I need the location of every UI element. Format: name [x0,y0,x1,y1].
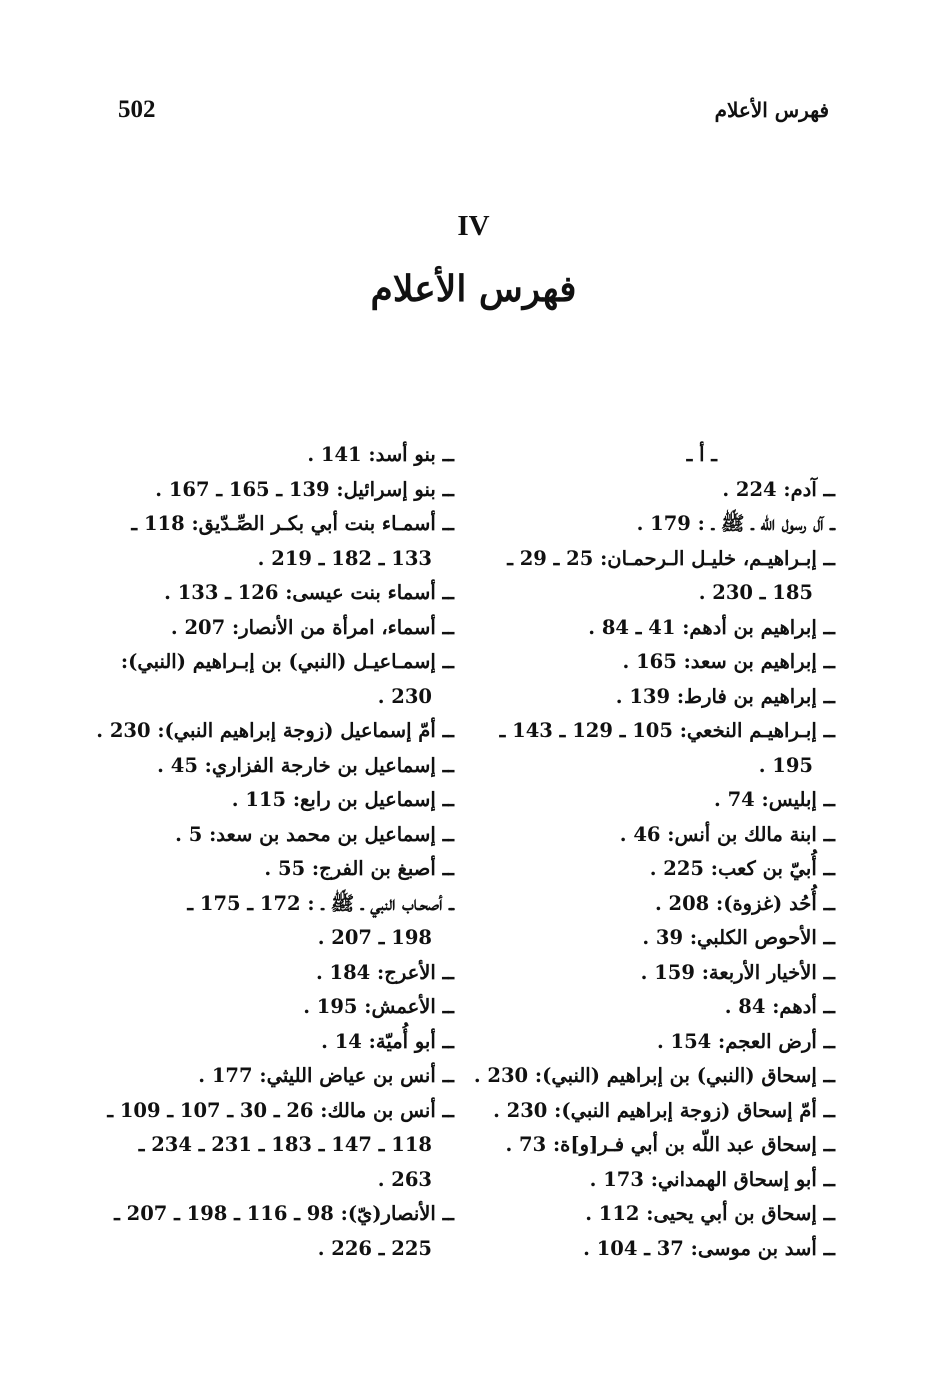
index-entry-line: ــ إبـراهيـم النخعي: 105 ـ 129 ـ 143 ـ [499,719,835,742]
index-entry-line: ــ إسماعيل بن خارجة الفزاري: 45 . [157,753,454,777]
index-entry-line: ــ إسمـاعيـل (النبي) بن إبـراهيم (النبي): [120,650,454,673]
index-entry-line: ــ إبراهيم بن سعد: 165 . [622,650,835,673]
index-entry-line: ــ الأخيار الأربعة: 159 . [640,960,835,984]
letter-heading: ـ أ ـ [686,443,717,466]
index-entry-line: ــ أسماء، امرأة من الأنصار: 207 . [170,615,454,639]
index-entry-line: 133 ـ 182 ـ 219 . [257,546,432,570]
index-title: فهرس الأعلام [370,268,577,310]
right-column-entries [475,473,835,1267]
index-entry-line: ــ الأعرج: 184 . [315,960,454,984]
left-column-entries [96,438,454,1266]
index-entry-line: ــ ابنة مالك بن أنس: 46 . [619,822,835,846]
index-entry-line: 195 . [758,753,813,777]
index-entry-line: 198 ـ 207 . [317,926,432,949]
index-entry-line: ــ أنس بن عياض الليثي: 177 . [198,1064,454,1087]
index-entry-line: 225 ـ 226 . [317,1236,432,1260]
index-entry-line: ــ أصبغ بن الفرج: 55 . [264,857,454,880]
index-entry-line: 118 ـ 147 ـ 183 ـ 231 ـ 234 ـ [138,1133,432,1156]
index-entry-line: ــ الأعمش: 195 . [303,995,454,1018]
index-entry-line: ــ إسماعيل بن رابع: 115 . [231,788,454,811]
index-entry-line: ــ أمّ إسماعيل (زوجة إبراهيم النبي): 230 . [96,719,454,742]
index-entry-line: ــ أدهم: 84 . [724,995,835,1018]
index-entry-line: ــ بنو إسرائيل: 139 ـ 165 ـ 167 . [155,477,454,501]
index-entry-line: 230 . [377,684,432,708]
index-entry-line: ــ إبراهيم بن فارط: 139 . [615,684,835,708]
index-entry-line: ــ آدم: 224 . [722,477,835,501]
index-entry-line: ــ إسماعيل بن محمد بن سعد: 5 . [175,822,454,846]
index-entry-line: ــ إبـراهيـم، خليـل الـرحمـان: 25 ـ 29 ـ [507,546,835,570]
index-entry-line: ــ إبراهيم بن أدهم: 41 ـ 84 . [588,615,835,639]
index-entry-line: ــ أبو إسحاق الهمداني: 173 . [589,1167,835,1191]
index-entry-line: ــ الأنصار(يّ): 98 ـ 116 ـ 198 ـ 207 ـ [114,1202,454,1225]
index-entry-line: ــ أنس بن مالك: 26 ـ 30 ـ 107 ـ 109 ـ [107,1098,454,1122]
index-entry-line: ــ أسماء بنت عيسى: 126 ـ 133 . [164,581,454,604]
index-entry-line: ــ إبليس: 74 . [714,788,835,811]
section-numeral: IV [457,210,490,242]
index-entry-line: ــ إسحاق (النبي) بن إبراهيم (النبي): 230 . [473,1064,835,1087]
index-entry-line: ــ بنو أسد: 141 . [307,443,454,466]
index-entry-line: ــ أمّ إسحاق (زوجة إبراهيم النبي): 230 . [493,1098,835,1122]
index-entry-line: ــ أبو أُميّة: 14 . [321,1029,454,1053]
index-entry-line: ــ أُبيّ بن كعب: 225 . [649,857,835,880]
index-entry-line: ــ أسمـاء بنت أبي بكـر الصِّـدّيق: 118 ـ [131,512,454,535]
index-entry-line: ــ أسد بن موسى: 37 ـ 104 . [583,1236,835,1260]
running-head: فهرس الأعلام [714,98,829,122]
index-entry-line: ــ أُحُد (غزوة): 208 . [654,891,835,915]
index-entry-line: 185 ـ 230 . [698,581,813,604]
index-entry-line: ــ إسحاق بن أبي يحيى: 112 . [585,1202,835,1225]
index-entry-line: ــ إسحاق عبد اللّه بن أبي فـر[و]ة: 73 . [505,1133,835,1156]
index-entry-line: ــ الأحوص الكلبي: 39 . [642,926,835,949]
left-column [96,438,454,1266]
index-entry-line: ــ أصحـاب النبي ـ ﷺ ـ : 172 ـ 175 ـ [187,891,454,915]
index-entry-line: ــ آل رسول اللّه ـ ﷺ ـ : 179 . [636,512,835,535]
page-number: 502 [118,96,156,123]
index-entry-line: ــ أرض العجم: 154 . [656,1029,835,1053]
index-entry-line: 263 . [377,1167,432,1191]
right-column [475,438,835,1266]
